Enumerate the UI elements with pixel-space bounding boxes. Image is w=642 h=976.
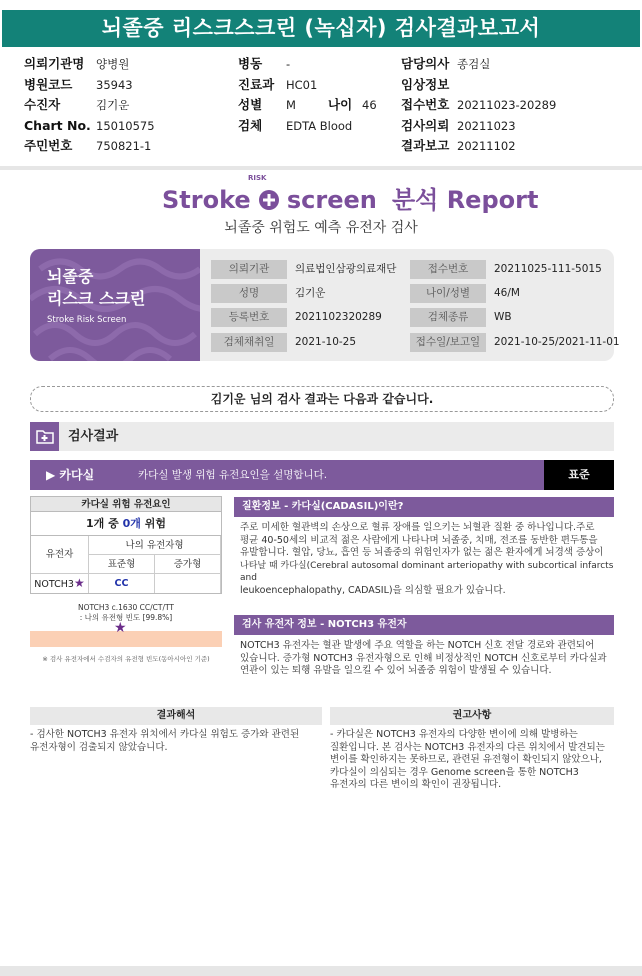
gene-risk-table	[30, 496, 222, 594]
folder-plus-icon	[30, 422, 59, 451]
section-title: 검사결과	[68, 429, 119, 444]
divider	[0, 166, 642, 170]
gene-info-header: 검사 유전자 정보 - NOTCH3 유전자	[234, 615, 614, 635]
interpretation-body	[30, 729, 322, 754]
card-label: 등록번호	[211, 308, 287, 327]
logo-stroke-text: Stroke	[162, 186, 251, 214]
cadasil-bar	[30, 460, 544, 490]
header-value: M	[286, 98, 296, 112]
disease-info-line: leukoencephalopathy, CADASIL)을 의심할 필요가 있습니다.	[240, 584, 506, 596]
gene-info-line: 연관이 있는 퇴행 유발을 일으킬 수 있어 뇌졸중 위험이 발생될 수 있습니다.	[240, 665, 552, 676]
header-key: 검사의뢰	[401, 117, 450, 133]
disease-info-body	[240, 522, 620, 597]
gene-name: NOTCH3	[34, 579, 74, 590]
card-value: 46/M	[494, 287, 520, 299]
header-key: 의뢰기관명	[24, 56, 85, 71]
header-value: -	[286, 57, 291, 71]
header-key: 결과보고	[401, 138, 450, 153]
header-value: 양병원	[96, 57, 130, 71]
card-title-en: Stroke Risk Screen	[47, 315, 127, 325]
header-value: EDTA Blood	[286, 118, 353, 133]
freq-line1: NOTCH3 c.1630 CC/CT/TT	[77, 603, 175, 612]
logo-screen-text: screen	[286, 186, 377, 214]
recommendation-line: 질환입니다. 본 검사는 NOTCH3 유전자의 다른 위치에서 발견되는	[330, 741, 605, 753]
interpretation-line: 유전자형이 검출되지 않았습니다.	[30, 741, 168, 753]
header-value: 15010575	[96, 118, 155, 133]
recommendation-body	[330, 729, 620, 792]
header-value: 20211102	[457, 139, 516, 153]
card-label: 성명	[211, 284, 287, 303]
header-column-3	[401, 54, 556, 157]
risk-col-header: 증가형	[155, 555, 221, 574]
disease-info-line: 나타날 때 카다실(Cerebral autosomal dominant arteriopathy with subcortical infarcts and	[240, 560, 614, 583]
card-label: 나이/성별	[410, 284, 486, 303]
interpretation-header: 결과해석	[30, 707, 322, 725]
header-key: 담당의사	[401, 56, 450, 71]
card-title-line2: 리스크 스크린	[47, 289, 146, 308]
header-key: 진료과	[238, 76, 275, 92]
recommendation-line: 변이를 확인하지는 못하므로, 관련된 유전형이 확인되지 않았으나,	[330, 754, 602, 765]
logo-risk-text: RISK	[248, 174, 267, 182]
header-value: 김기운	[96, 98, 130, 112]
header-value: 35943	[96, 77, 133, 92]
age-value: 46	[362, 98, 377, 112]
recommendation-line: 카다실이 의심되는 경우 Genome screen을 통한 NOTCH3	[330, 766, 579, 778]
gene-grid	[31, 536, 221, 593]
disease-info-line: 주로 미세한 혈관벽의 손상으로 혈류 장애를 일으키는 뇌혈관 질환 중 하나입니다.주로	[240, 522, 595, 533]
header-key: 임상정보	[401, 76, 450, 92]
card-value: 2021102320289	[295, 311, 382, 323]
header-value: HC01	[286, 77, 318, 92]
disease-info-header: 질환정보 - 카다실(CADASIL)이란?	[234, 497, 614, 517]
card-label: 검체채취일	[211, 333, 287, 352]
gene-col-header: 유전자	[31, 536, 89, 574]
card-value: 의료법인삼광의료재단	[295, 263, 397, 275]
card-value: 2021-10-25/2021-11-01	[494, 336, 620, 348]
header-value: 750821-1	[96, 139, 152, 153]
card-title-line1: 뇌졸중	[47, 267, 94, 286]
freq-line2: : 나의 유전형 빈도 [99.8%]	[79, 613, 173, 622]
result-notice: 김기운 님의 검사 결과는 다음과 같습니다.	[30, 386, 614, 412]
std-value-cell: CC	[89, 574, 155, 593]
interpretation-line: - 검사한 NOTCH3 유전자 위치에서 카다실 위험도 증가와 관련된	[30, 729, 300, 740]
card-value: 김기운	[295, 287, 326, 299]
header-value: 20211023	[457, 118, 516, 133]
disease-info-line: 평균 40-50세의 비교적 젊은 사람에게 나타나며 뇌졸중, 치매, 전조를 동반한 편두통을	[240, 534, 598, 546]
report-subtitle: 뇌졸중 위험도 예측 유전자 검사	[224, 220, 418, 236]
mine-col-header: 나의 유전자형	[89, 536, 221, 555]
header-key: 접수번호	[401, 97, 450, 112]
card-value: 2021-10-25	[295, 336, 357, 348]
gene-name-cell	[31, 574, 89, 593]
card-label: 검체종류	[410, 308, 486, 327]
card-label: 의뢰기관	[211, 260, 287, 279]
footer-band	[0, 966, 642, 976]
recommendation-header: 권고사항	[330, 707, 614, 725]
header-column-1	[24, 54, 155, 157]
patient-card-banner	[30, 249, 200, 361]
risk-count-number: 0개	[122, 517, 141, 530]
gene-info-body	[240, 640, 620, 678]
header-key: 주민번호	[24, 138, 73, 153]
gene-info-line: NOTCH3 유전자는 혈관 발생에 주요 역할을 하는 NOTCH 신호 전달 경로와 관련되어	[240, 640, 595, 651]
header-key: 검체	[238, 117, 263, 133]
risk-value-cell	[155, 574, 221, 593]
gene-info-line: 있습니다. 증가형 NOTCH3 유전자형으로 인해 비정상적인 NOTCH 신호로부터 카다실과	[240, 652, 607, 664]
stroke-screen-logo	[162, 174, 539, 214]
header-key: 병동	[238, 56, 263, 71]
cadasil-name: ▶ 카다실	[46, 468, 95, 482]
header-key: 성별	[238, 97, 263, 112]
star-icon: ★	[73, 576, 85, 590]
freq-note: ※ 검사 유전자에서 수검자의 유전형 빈도(동아시아인 기준)	[42, 655, 210, 663]
header-key: 병원코드	[24, 76, 73, 92]
risk-count-suffix: 위험	[144, 517, 166, 530]
card-label: 접수일/보고일	[410, 333, 486, 352]
standard-badge: 표준	[544, 460, 614, 490]
genotype-marker-star-icon: ★	[114, 620, 127, 636]
std-col-header: 표준형	[89, 555, 155, 574]
header-value: 종검실	[457, 57, 491, 71]
report-title: 뇌졸중 리스크스크린 (녹십자) 검사결과보고서	[2, 10, 640, 47]
age-key: 나이	[328, 97, 353, 112]
header-value: 20211023-20289	[457, 98, 557, 112]
recommendation-line: 유전자의 다른 변이의 확인이 권장됩니다.	[330, 779, 502, 790]
card-value: 20211025-111-5015	[494, 263, 602, 275]
header-column-2	[238, 54, 377, 136]
risk-count	[31, 512, 221, 536]
section-icon-box	[30, 422, 59, 451]
logo-report-text: 분석 Report	[391, 186, 539, 214]
card-value: WB	[494, 311, 512, 323]
header-key: Chart No.	[24, 117, 91, 133]
cadasil-desc: 카다실 발생 위험 유전요인을 설명합니다.	[138, 469, 328, 481]
gene-table-title: 카다실 위험 유전요인	[31, 497, 221, 512]
disease-info-line: 유발합니다. 혈압, 당뇨, 흡연 등 뇌졸중의 위험인자가 없는 젊은 환자에게 뇌경색 증상이	[240, 547, 604, 558]
header-key: 수진자	[24, 97, 61, 112]
card-label: 접수번호	[410, 260, 486, 279]
recommendation-line: - 카다실은 NOTCH3 유전자의 다양한 변이에 의해 발병하는	[330, 729, 578, 740]
risk-count-prefix: 1개 중	[86, 517, 119, 530]
logo-plus-icon	[258, 189, 280, 211]
